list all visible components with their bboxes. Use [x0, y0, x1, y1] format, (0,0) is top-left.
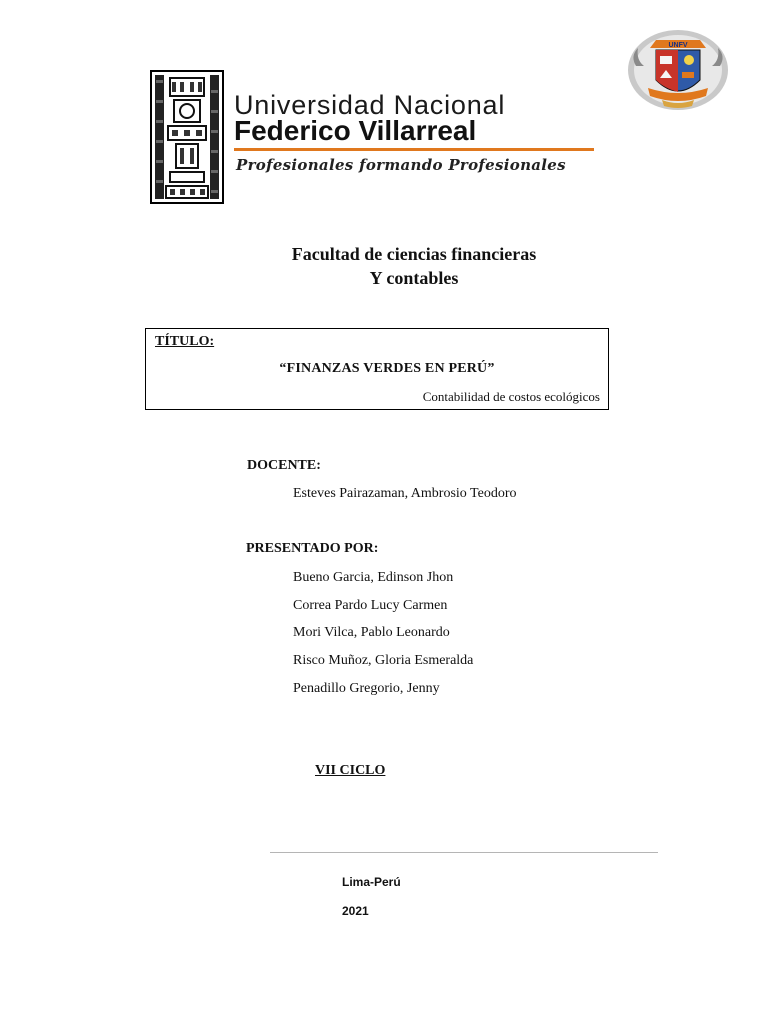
university-name-line2: Federico Villarreal [234, 115, 477, 146]
faculty-line2: Y contables [369, 268, 459, 288]
university-name-line1: Universidad Nacional [234, 90, 506, 120]
student-list [293, 568, 473, 706]
faculty-heading [184, 242, 644, 290]
footer-year: 2021 [342, 904, 369, 918]
document-title: “FINANZAS VERDES EN PERÚ” [279, 361, 495, 376]
university-motto: Profesionales formando Profesionales [236, 156, 566, 174]
university-crest-icon [626, 26, 730, 112]
document-subtitle: Contabilidad de costos ecológicos [422, 389, 600, 404]
student-name: Mori Vilca, Pablo Leonardo [293, 625, 450, 641]
student-name: Bueno Garcia, Edinson Jhon [293, 570, 454, 585]
footer-divider [270, 852, 658, 853]
university-logo [150, 70, 595, 204]
title-label: TÍTULO: [155, 334, 215, 349]
academic-cycle: VII CICLO [315, 763, 386, 778]
stone-pillar-emblem [150, 70, 224, 204]
student-name: Risco Muñoz, Gloria Esmeralda [293, 653, 474, 669]
faculty-line1: Facultad de ciencias financieras [291, 244, 537, 264]
student-name: Penadillo Gregorio, Jenny [293, 680, 440, 696]
presented-by-label: PRESENTADO POR: [246, 541, 379, 556]
title-box [145, 328, 609, 410]
student-name: Correa Pardo Lucy Carmen [293, 597, 448, 613]
teacher-name: Esteves Pairazaman, Ambrosio Teodoro [293, 486, 517, 501]
footer-city: Lima-Perú [342, 875, 401, 889]
teacher-label: DOCENTE: [247, 458, 321, 473]
logo-orange-rule [234, 148, 594, 151]
crest-label: UNFV [668, 42, 688, 49]
